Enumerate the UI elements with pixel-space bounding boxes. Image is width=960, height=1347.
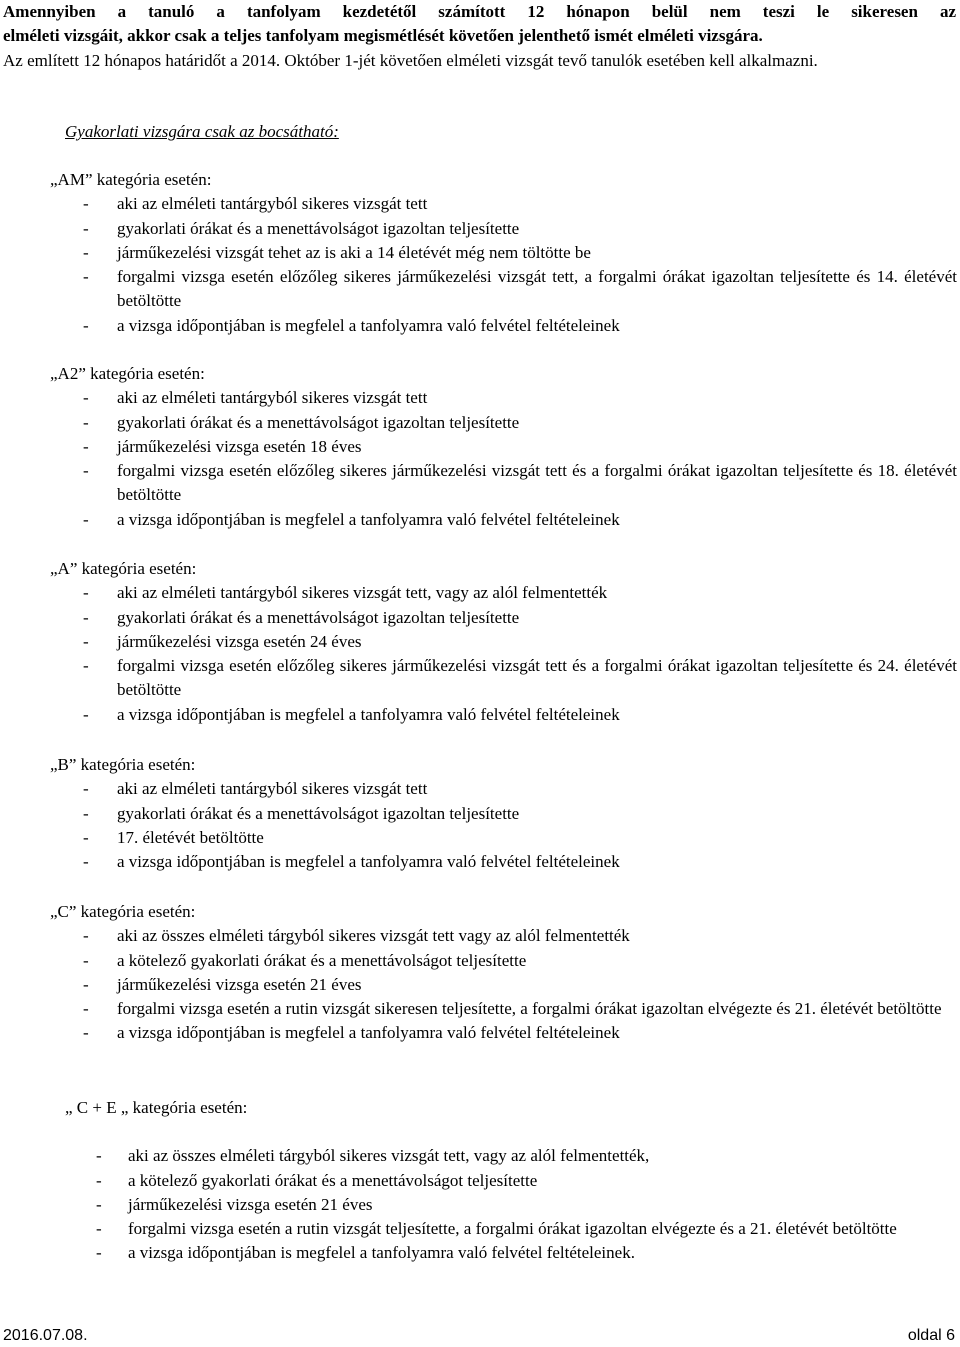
category-a2 <box>50 362 957 532</box>
list-item: - a kötelező gyakorlati órákat és a menettávolságot teljesítette <box>65 1169 957 1193</box>
category-title: „A2” kategória esetén: <box>50 364 205 383</box>
list-item: - a vizsga időpontjában is megfelel a tanfolyamra való felvétel feltételeinek <box>50 508 957 532</box>
list-item: - aki az összes elméleti tárgyból sikeres vizsgát tett, vagy az alól felmentették, <box>65 1144 957 1168</box>
list-item: - a vizsga időpontjában is megfelel a tanfolyamra való felvétel feltételeinek <box>50 314 957 338</box>
list-item: - aki az elméleti tantárgyból sikeres vizsgát tett <box>50 777 957 801</box>
list-item: - a vizsga időpontjában is megfelel a tanfolyamra való felvétel feltételeinek. <box>65 1241 957 1265</box>
list-item: - a vizsga időpontjában is megfelel a tanfolyamra való felvétel feltételeinek <box>50 1021 957 1045</box>
requirements-list <box>50 777 957 874</box>
category-title: „B” kategória esetén: <box>50 755 196 774</box>
list-item: - a vizsga időpontjában is megfelel a tanfolyamra való felvétel feltételeinek <box>50 703 957 727</box>
section-heading: Gyakorlati vizsgára csak az bocsátható: <box>65 122 339 141</box>
requirements-list <box>50 924 957 1045</box>
requirements-list <box>50 386 957 532</box>
requirements-list <box>50 581 957 727</box>
list-item: - a kötelező gyakorlati órákat és a menettávolságot teljesítette <box>50 949 957 973</box>
list-item: - járműkezelési vizsga esetén 21 éves <box>65 1193 957 1217</box>
list-item: - forgalmi vizsga esetén a rutin vizsgát sikeresen teljesítette, a forgalmi órákat igazoltan elvégezte és 21. életévét betöltötte <box>50 997 957 1021</box>
list-item: - aki az elméleti tantárgyból sikeres vizsgát tett, vagy az alól felmentették <box>50 581 957 605</box>
category-title: „C” kategória esetén: <box>50 902 196 921</box>
page-footer <box>3 1324 955 1347</box>
list-item: - aki az elméleti tantárgyból sikeres vizsgát tett <box>50 386 957 410</box>
intro-normal-text: Az említett 12 hónapos határidőt a 2014. Október 1-jét követően elméleti vizsgát tevő tanulók esetében kell alkalmazni. <box>3 50 818 70</box>
list-item: - forgalmi vizsga esetén a rutin vizsgát teljesítette, a forgalmi órákat igazoltan elvégezte és a 21. életévét betöltötte <box>65 1217 957 1241</box>
footer-date: 2016.07.08. <box>3 1327 88 1344</box>
requirements-list <box>50 192 957 338</box>
list-item: - járműkezelési vizsga esetén 18 éves <box>50 435 957 459</box>
requirements-list <box>65 1144 957 1265</box>
category-title: „A” kategória esetén: <box>50 559 197 578</box>
category-c-e <box>65 1096 957 1266</box>
category-am <box>50 168 957 338</box>
list-item: - gyakorlati órákat és a menettávolságot igazoltan teljesítette <box>50 217 957 241</box>
category-b <box>50 753 957 874</box>
intro-bold-line: Amennyiben a tanuló a tanfolyam kezdetétől számított 12 hónapon belül nem teszi le sikeresen az <box>3 2 956 21</box>
list-item: - aki az összes elméleti tárgyból sikeres vizsgát tett vagy az alól felmentették <box>50 924 957 948</box>
list-item: - forgalmi vizsga esetén előzőleg sikeres járműkezelési vizsgát tett, a forgalmi órákat igazoltan teljesítette és 14. életévét betöltötte <box>50 265 957 314</box>
category-title: „AM” kategória esetén: <box>50 170 212 189</box>
list-item: - a vizsga időpontjában is megfelel a tanfolyamra való felvétel feltételeinek <box>50 850 957 874</box>
category-a <box>50 557 957 727</box>
intro-paragraph <box>3 0 956 73</box>
list-item: - gyakorlati órákat és a menettávolságot igazoltan teljesítette <box>50 802 957 826</box>
list-item: - gyakorlati órákat és a menettávolságot igazoltan teljesítette <box>50 411 957 435</box>
list-item: - aki az elméleti tantárgyból sikeres vizsgát tett <box>50 192 957 216</box>
list-item: - járműkezelési vizsgát tehet az is aki a 14 életévét még nem töltötte be <box>50 241 957 265</box>
list-item: - forgalmi vizsga esetén előzőleg sikeres járműkezelési vizsgát tett és a forgalmi órákat igazoltan teljesítette és 24. életévét betöltötte <box>50 654 957 703</box>
category-c <box>50 900 957 1046</box>
category-title: „ C + E „ kategória esetén: <box>65 1098 248 1117</box>
list-item: - járműkezelési vizsga esetén 21 éves <box>50 973 957 997</box>
list-item: - 17. életévét betöltötte <box>50 826 957 850</box>
list-item: - forgalmi vizsga esetén előzőleg sikeres járműkezelési vizsgát tett és a forgalmi órákat igazoltan teljesítette és 18. életévét betöltötte <box>50 459 957 508</box>
page-number: oldal 6 <box>907 1327 955 1344</box>
list-item: - járműkezelési vizsga esetén 24 éves <box>50 630 957 654</box>
intro-bold-line: elméleti vizsgáit, akkor csak a teljes tanfolyam megismétlését követően jelenthető ismét elméleti vizsgára. <box>3 26 763 46</box>
list-item: - gyakorlati órákat és a menettávolságot igazoltan teljesítette <box>50 606 957 630</box>
